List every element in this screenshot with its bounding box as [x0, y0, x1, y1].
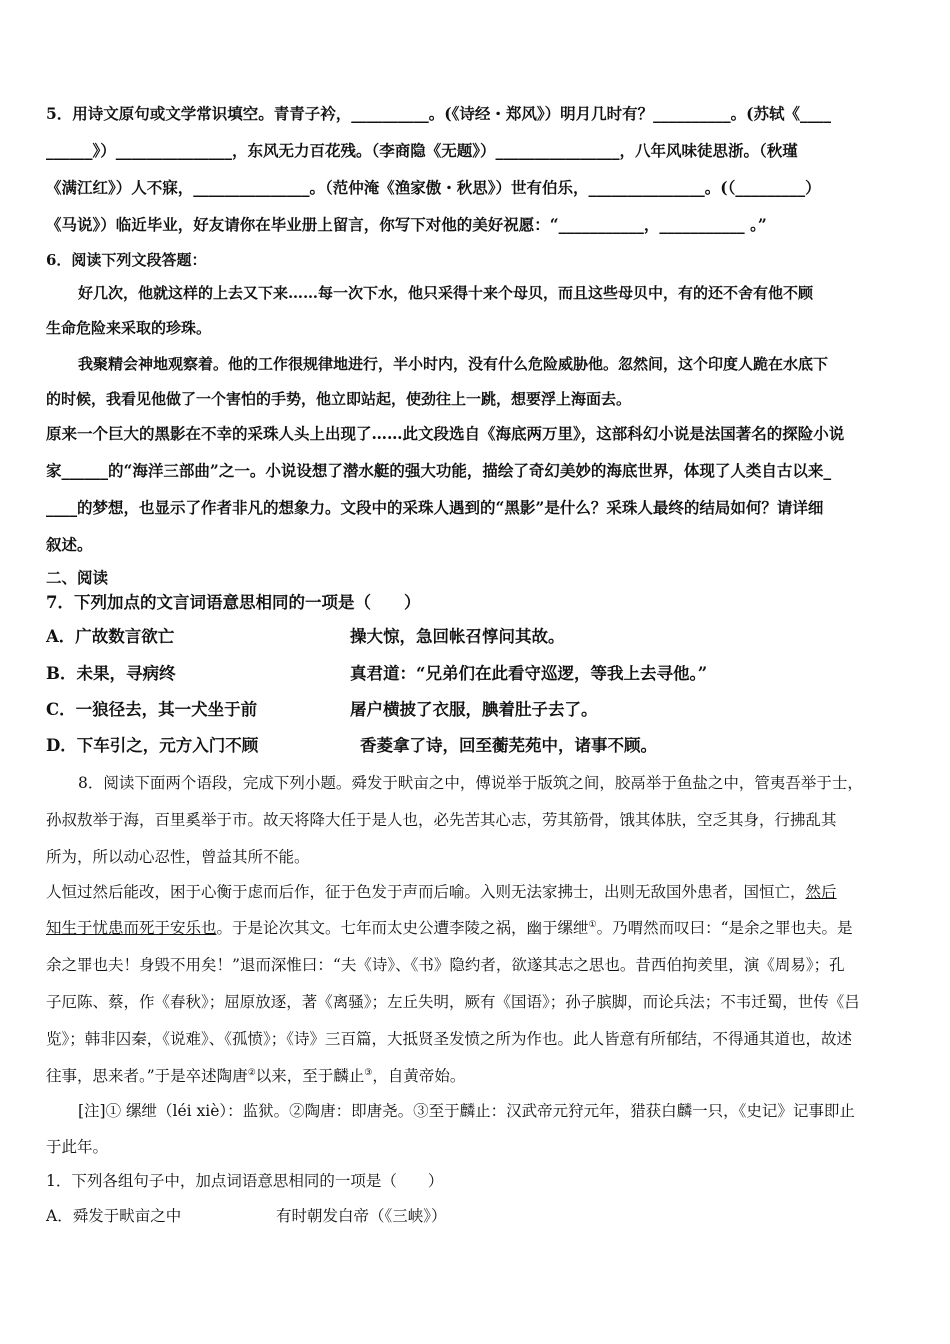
q8-sub1-option-a-left: A．舜发于畎亩之中 [46, 1207, 182, 1225]
q8-line-2: 孙叔敖举于海，百里奚举于市。故天将降大任于是人也，必先苦其心志，劳其筋骨，饿其体肤，空乏其身，行拂乱其 [46, 811, 837, 829]
q8-line-9-text-end: ，自黄帝始。 [372, 1067, 466, 1085]
q8-underlined-text-b: 知生于忧患而死于安乐也 [46, 919, 217, 937]
q8-line-5-text: 。于是论次其文。七年而太史公遭李陵之祸，幽于缧绁 [216, 919, 589, 937]
q6-passage-p3c: ____的梦想，也显示了作者非凡的想象力。文段中的采珠人遇到的“黑影”是什么？采珠人最终的结局如何？请详细 [46, 498, 824, 517]
q5-line-1: 5．用诗文原句或文学常识填空。青青子衿，__________。(《诗经・郑风》）明月几时有？__________。(苏轼《____ [46, 104, 831, 123]
q8-line-1: 8．阅读下面两个语段，完成下列小题。舜发于畎亩之中，傅说举于版筑之间，胶鬲举于鱼盐之中，管夷吾举于士， [78, 774, 863, 792]
q7-option-b-left: B．未果，寻病终 [46, 664, 176, 683]
q5-line-4: 《马说》）临近毕业，好友请你在毕业册上留言，你写下对他的美好祝愿：“___________，___________ 。” [46, 215, 767, 234]
q6-passage-p1a: 好几次，他就这样的上去又下来……每一次下水，他只采得十来个母贝，而且这些母贝中，有的还不舍有他不顾 [78, 284, 814, 302]
q8-line-5-text-end: 。乃喟然而叹曰：“是余之罪也夫。是 [596, 919, 853, 937]
q8-sub1-option-a-right: 有时朝发白帝（《三峡》） [276, 1207, 447, 1225]
q8-line-3: 所为，所以动心忍性，曾益其所不能。 [46, 848, 310, 866]
q8-footnote-marker-2: ② [247, 1067, 256, 1078]
q7-option-b-right: 真君道：“兄弟们在此看守巡逻，等我上去寻他。” [350, 664, 708, 683]
q8-note-line-2: 于此年。 [46, 1138, 109, 1156]
q8-line-4-text: 人恒过然后能改，困于心衡于虑而后作，征于色发于声而后喻。入则无法家拂士，出则无敌国外患者，国恒亡， [46, 883, 806, 901]
section-2-title: 二、阅读 [46, 568, 109, 587]
q8-line-8: 览》；韩非囚秦，《说难》、《孤愤》；《诗》三百篇，大抵贤圣发愤之所为作也。此人皆意有所郁结，不得通其道也，故述 [46, 1030, 853, 1048]
q8-underlined-text-a: 然后 [805, 883, 837, 901]
q7-option-d-left: D．下车引之，元方入门不顾 [46, 736, 259, 755]
q7-option-d-right: 香菱拿了诗，回至蘅芜苑中，诸事不顾。 [360, 736, 657, 755]
q7-option-c-right: 屠户横披了衣服，腆着肚子去了。 [350, 700, 598, 719]
q8-line-9 [46, 1066, 465, 1086]
q6-passage-p3b: 家______的“海洋三部曲”之一。小说设想了潜水艇的强大功能，描绘了奇幻美妙的海底世界，体现了人类自古以来_ [46, 461, 832, 480]
q5-line-3: 《满江红》）人不寐，_______________。（范仲淹《渔家傲・秋思》）世有伯乐，_______________。(（_________） [46, 178, 821, 197]
q6-passage-p2b: 的时候，我看见他做了一个害怕的手势，他立即站起，使劲往上一跳，想要浮上海面去。 [46, 390, 632, 408]
q8-line-6: 余之罪也夫！身毁不用矣！”退而深惟曰：“夫《诗》、《书》隐约者，欲遂其志之思也。昔西伯拘羑里，演《周易》；孔 [46, 956, 845, 974]
q7-option-a-right: 操大惊，急回帐召惇问其故。 [350, 627, 565, 646]
q8-line-5 [46, 918, 853, 938]
q8-line-9-text: 往事，思来者。”于是卒述陶唐 [46, 1067, 248, 1085]
q7-option-c-left: C．一狼径去，其一犬坐于前 [46, 700, 258, 719]
q5-line-2: ______》）_______________，东风无力百花残。（李商隐《无题》）________________，八年风味徒思浙。（秋瑾 [46, 141, 798, 160]
q6-title: 6．阅读下列文段答题： [46, 251, 207, 269]
q8-line-4 [46, 882, 837, 902]
q8-line-9-text-mid: 以来，至于麟止 [255, 1067, 365, 1085]
q7-option-a-left: A．广故数言欲亡 [46, 627, 175, 646]
q8-footnote-marker-3: ③ [364, 1067, 373, 1078]
q8-footnote-marker-1: ① [588, 919, 597, 930]
q8-line-7: 子厄陈、蔡，作《春秋》；屈原放逐，著《离骚》；左丘失明，厥有《国语》；孙子膑脚，而论兵法；不韦迁蜀，世传《吕 [46, 993, 860, 1011]
q8-subquestion-1: 1．下列各组句子中，加点词语意思相同的一项是（ ） [46, 1172, 444, 1190]
q7-title: 7．下列加点的文言词语意思相同的一项是（ ） [46, 593, 421, 612]
q6-passage-p1b: 生命危险来采取的珍珠。 [46, 319, 212, 337]
q8-note-line-1: [注]① 缧绁（léi xiè）：监狱。②陶唐：即唐尧。③至于麟止：汉武帝元狩元年，猎获白麟一只，《史记》记事即止 [78, 1102, 855, 1120]
q6-passage-p3d: 叙述。 [46, 535, 93, 554]
q6-passage-p2a: 我聚精会神地观察着。他的工作很规律地进行，半小时内，没有什么危险威胁他。忽然间，这个印度人跪在水底下 [78, 355, 829, 373]
q6-passage-p3a: 原来一个巨大的黑影在不幸的采珠人头上出现了……此文段选自《海底两万里》，这部科幻小说是法国著名的探险小说 [46, 424, 845, 443]
